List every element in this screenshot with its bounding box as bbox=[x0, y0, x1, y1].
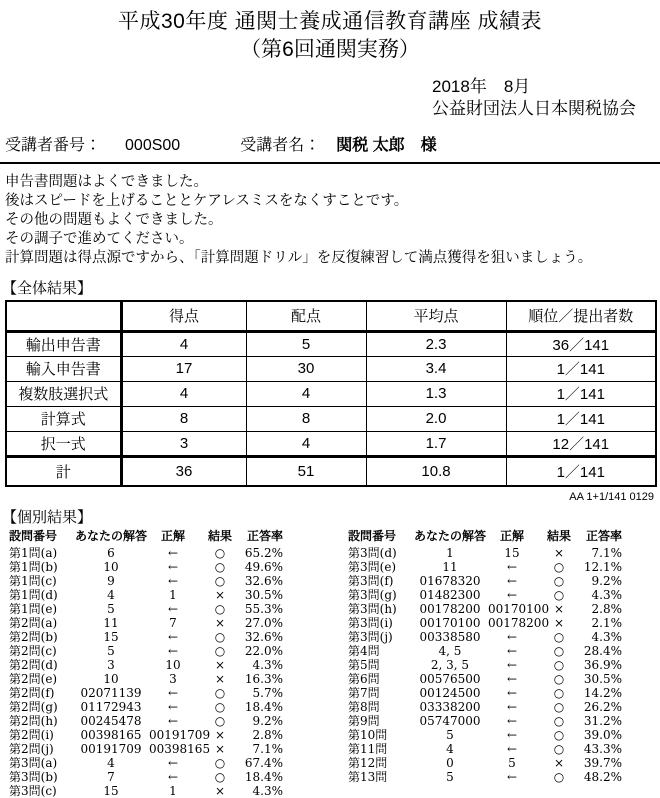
your-answer: 02071139 bbox=[80, 686, 142, 700]
overall-row-rank: 12／141 bbox=[506, 431, 656, 456]
your-answer: 7 bbox=[107, 770, 115, 784]
result-mark: ○ bbox=[553, 686, 565, 700]
your-answer: 4 bbox=[446, 742, 454, 756]
correct-rate: 49.6% bbox=[244, 560, 283, 574]
individual-result-row bbox=[345, 673, 622, 687]
overall-table-row bbox=[6, 331, 656, 356]
your-answer: 5 bbox=[446, 770, 454, 784]
your-answer: 5 bbox=[107, 602, 115, 616]
question-number: 第3問(e) bbox=[348, 560, 397, 574]
correct-rate: 32.6% bbox=[244, 630, 283, 644]
overall-total-row bbox=[6, 456, 656, 486]
correct-rate: 2.8% bbox=[252, 728, 283, 742]
result-mark: × bbox=[214, 728, 226, 742]
question-number: 第2問(g) bbox=[9, 700, 58, 714]
your-answer: 5 bbox=[446, 728, 454, 742]
your-answer: 00398165 bbox=[80, 728, 142, 742]
result-mark: ○ bbox=[553, 588, 565, 602]
your-answer: 00338580 bbox=[419, 630, 481, 644]
correct-answer: ← bbox=[506, 728, 518, 742]
individual-result-row bbox=[345, 701, 622, 715]
result-mark: ○ bbox=[214, 546, 226, 560]
your-answer: 6 bbox=[107, 546, 115, 560]
individual-result-row bbox=[6, 757, 283, 771]
col-correct-rate: 正答率 bbox=[585, 529, 622, 543]
your-answer: 2, 3, 5 bbox=[430, 658, 470, 672]
correct-rate: 26.2% bbox=[583, 700, 622, 714]
overall-row-average: 1.7 bbox=[366, 431, 506, 456]
result-mark: ○ bbox=[214, 686, 226, 700]
correct-answer: ← bbox=[506, 658, 518, 672]
correct-rate: 4.3% bbox=[591, 588, 622, 602]
result-mark: × bbox=[553, 546, 565, 560]
correct-answer: ← bbox=[167, 602, 179, 616]
result-mark: × bbox=[214, 616, 226, 630]
overall-row-rank: 1／141 bbox=[506, 356, 656, 381]
correct-answer: ← bbox=[167, 546, 179, 560]
question-number: 第7問 bbox=[348, 686, 380, 700]
correct-rate: 22.0% bbox=[244, 644, 283, 658]
page-title: 平成30年度 通関士養成通信教育講座 成績表 bbox=[117, 10, 543, 33]
individual-header-row bbox=[6, 529, 283, 545]
result-mark: ○ bbox=[214, 630, 226, 644]
result-mark: ○ bbox=[214, 574, 226, 588]
question-number: 第3問(f) bbox=[348, 574, 394, 588]
col-correct-rate: 正答率 bbox=[246, 529, 283, 543]
overall-row-score: 8 bbox=[121, 406, 246, 431]
question-number: 第1問(a) bbox=[9, 546, 58, 560]
correct-rate: 12.1% bbox=[583, 560, 622, 574]
col-result: 結果 bbox=[207, 529, 232, 543]
comment-line: 計算問題は得点源ですから、「計算問題ドリル」を反復練習して満点獲得を狙いましょう。 bbox=[5, 250, 593, 266]
correct-answer: ← bbox=[167, 756, 179, 770]
your-answer: 4 bbox=[107, 588, 115, 602]
question-number: 第3問(b) bbox=[9, 770, 58, 784]
result-mark: ○ bbox=[214, 560, 226, 574]
correct-answer: ← bbox=[506, 560, 518, 574]
question-number: 第1問(e) bbox=[9, 602, 58, 616]
overall-row-allocation: 4 bbox=[246, 431, 366, 456]
your-answer: 01678320 bbox=[419, 574, 481, 588]
result-mark: × bbox=[214, 784, 226, 798]
overall-row-score: 4 bbox=[121, 331, 246, 356]
correct-rate: 7.1% bbox=[252, 742, 283, 756]
your-answer: 15 bbox=[103, 630, 119, 644]
individual-result-row bbox=[345, 715, 622, 729]
correct-rate: 27.0% bbox=[244, 616, 283, 630]
individual-result-row bbox=[6, 743, 283, 757]
your-answer: 00124500 bbox=[419, 686, 481, 700]
col-your-answer: あなたの解答 bbox=[413, 529, 486, 543]
your-answer: 00170100 bbox=[419, 616, 481, 630]
question-number: 第12問 bbox=[348, 756, 388, 770]
overall-results-title: 【全体結果】 bbox=[2, 280, 93, 297]
question-number: 第3問(g) bbox=[348, 588, 397, 602]
correct-rate: 4.3% bbox=[252, 658, 283, 672]
individual-result-row bbox=[6, 561, 283, 575]
correct-rate: 31.2% bbox=[583, 714, 622, 728]
individual-result-row bbox=[345, 561, 622, 575]
your-answer: 3 bbox=[107, 658, 115, 672]
correct-answer: 00398165 bbox=[149, 742, 211, 756]
overall-table-row bbox=[6, 381, 656, 406]
result-mark: ○ bbox=[553, 644, 565, 658]
individual-result-row bbox=[345, 729, 622, 743]
question-number: 第1問(c) bbox=[9, 574, 57, 588]
overall-row-rank: 36／141 bbox=[506, 331, 656, 356]
individual-result-row bbox=[6, 729, 283, 743]
correct-answer: ← bbox=[506, 700, 518, 714]
result-mark: ○ bbox=[214, 700, 226, 714]
individual-result-row bbox=[6, 603, 283, 617]
individual-result-row bbox=[6, 687, 283, 701]
correct-answer: ← bbox=[506, 630, 518, 644]
correct-rate: 18.4% bbox=[244, 700, 283, 714]
result-mark: × bbox=[214, 588, 226, 602]
result-mark: ○ bbox=[214, 644, 226, 658]
your-answer: 03338200 bbox=[419, 700, 481, 714]
overall-row-score: 4 bbox=[121, 381, 246, 406]
overall-header-blank bbox=[6, 301, 121, 331]
individual-result-row bbox=[6, 617, 283, 631]
individual-result-row bbox=[6, 631, 283, 645]
individual-result-row bbox=[6, 659, 283, 673]
result-mark: ○ bbox=[553, 742, 565, 756]
individual-result-row bbox=[6, 547, 283, 561]
correct-rate: 9.2% bbox=[252, 714, 283, 728]
overall-header-allocation: 配点 bbox=[246, 301, 366, 331]
correct-answer: 1 bbox=[169, 588, 177, 602]
comment-line: 後はスピードを上げることとケアレスミスをなくすことです。 bbox=[5, 193, 409, 209]
col-your-answer: あなたの解答 bbox=[74, 529, 147, 543]
overall-row-allocation: 30 bbox=[246, 356, 366, 381]
result-mark: ○ bbox=[553, 700, 565, 714]
correct-rate: 55.3% bbox=[244, 602, 283, 616]
individual-result-row bbox=[6, 645, 283, 659]
question-number: 第2問(d) bbox=[9, 658, 58, 672]
question-number: 第6問 bbox=[348, 672, 380, 686]
individual-result-row bbox=[6, 673, 283, 687]
question-number: 第3問(i) bbox=[348, 616, 393, 630]
col-question-number: 設問番号 bbox=[348, 529, 397, 543]
individual-result-row bbox=[345, 659, 622, 673]
question-number: 第4問 bbox=[348, 644, 380, 658]
correct-rate: 67.4% bbox=[244, 756, 283, 770]
correct-answer: ← bbox=[506, 770, 518, 784]
individual-result-row bbox=[345, 603, 622, 617]
overall-table-row bbox=[6, 431, 656, 456]
correct-rate: 30.5% bbox=[244, 588, 283, 602]
your-answer: 05747000 bbox=[419, 714, 481, 728]
question-number: 第13問 bbox=[348, 770, 388, 784]
overall-row-allocation: 5 bbox=[246, 331, 366, 356]
result-mark: ○ bbox=[553, 574, 565, 588]
correct-answer: ← bbox=[167, 560, 179, 574]
question-number: 第10問 bbox=[348, 728, 388, 742]
correct-answer: ← bbox=[506, 686, 518, 700]
correct-rate: 7.1% bbox=[591, 546, 622, 560]
overall-header-score: 得点 bbox=[121, 301, 246, 331]
question-number: 第2問(e) bbox=[9, 672, 58, 686]
overall-row-score: 17 bbox=[121, 356, 246, 381]
overall-row-label: 輸出申告書 bbox=[6, 331, 121, 356]
correct-answer: ← bbox=[506, 742, 518, 756]
overall-table-row bbox=[6, 356, 656, 381]
individual-results bbox=[6, 529, 660, 798]
question-number: 第2問(c) bbox=[9, 644, 57, 658]
correct-rate: 4.3% bbox=[252, 784, 283, 798]
individual-result-row bbox=[6, 575, 283, 589]
individual-results-title: 【個別結果】 bbox=[2, 509, 93, 526]
result-mark: ○ bbox=[214, 714, 226, 728]
individual-result-row bbox=[345, 631, 622, 645]
correct-rate: 32.6% bbox=[244, 574, 283, 588]
overall-row-label: 択一式 bbox=[6, 431, 121, 456]
correct-answer: ← bbox=[167, 770, 179, 784]
issuer-block bbox=[432, 76, 660, 120]
comment-line: その他の問題もよくできました。 bbox=[5, 212, 223, 228]
individual-result-row bbox=[6, 715, 283, 729]
correct-rate: 48.2% bbox=[583, 770, 622, 784]
question-number: 第2問(i) bbox=[9, 728, 54, 742]
your-answer: 01482300 bbox=[419, 588, 481, 602]
your-answer: 10 bbox=[103, 560, 119, 574]
overall-header-average: 平均点 bbox=[366, 301, 506, 331]
individual-result-row bbox=[6, 589, 283, 603]
individual-results-left-column bbox=[6, 529, 283, 798]
question-number: 第2問(j) bbox=[9, 742, 54, 756]
comments-block bbox=[5, 173, 660, 268]
question-number: 第9問 bbox=[348, 714, 380, 728]
result-mark: × bbox=[553, 756, 565, 770]
question-number: 第5問 bbox=[348, 658, 380, 672]
overall-row-average: 2.0 bbox=[366, 406, 506, 431]
correct-answer: 15 bbox=[504, 546, 520, 560]
comment-line: 申告書問題はよくできました。 bbox=[5, 174, 208, 190]
correct-answer: 10 bbox=[165, 658, 181, 672]
correct-answer: ← bbox=[506, 644, 518, 658]
question-number: 第3問(a) bbox=[9, 756, 58, 770]
your-answer: 11 bbox=[103, 616, 119, 630]
your-answer: 00576500 bbox=[419, 672, 481, 686]
question-number: 第3問(d) bbox=[348, 546, 397, 560]
correct-rate: 14.2% bbox=[583, 686, 622, 700]
correct-answer: ← bbox=[506, 588, 518, 602]
question-number: 第2問(f) bbox=[9, 686, 55, 700]
result-mark: ○ bbox=[553, 560, 565, 574]
question-number: 第3問(c) bbox=[9, 784, 57, 798]
individual-result-row bbox=[345, 645, 622, 659]
overall-row-rank: 1／141 bbox=[506, 381, 656, 406]
result-mark: ○ bbox=[553, 714, 565, 728]
result-mark: ○ bbox=[214, 770, 226, 784]
your-answer: 1 bbox=[446, 546, 454, 560]
result-mark: ○ bbox=[553, 658, 565, 672]
overall-table-row bbox=[6, 406, 656, 431]
question-number: 第8問 bbox=[348, 700, 380, 714]
individual-left-rows bbox=[6, 547, 283, 798]
correct-answer: ← bbox=[167, 714, 179, 728]
result-mark: ○ bbox=[553, 672, 565, 686]
col-correct-answer: 正解 bbox=[499, 529, 524, 543]
question-number: 第2問(b) bbox=[9, 630, 58, 644]
individual-result-row bbox=[6, 701, 283, 715]
correct-rate: 18.4% bbox=[244, 770, 283, 784]
overall-header-row bbox=[6, 301, 656, 331]
correct-answer: ← bbox=[167, 644, 179, 658]
individual-result-row bbox=[345, 743, 622, 757]
your-answer: 15 bbox=[103, 784, 119, 798]
student-number-value: 000S00 bbox=[125, 137, 181, 154]
overall-total-label: 計 bbox=[6, 456, 121, 486]
correct-rate: 39.7% bbox=[583, 756, 622, 770]
col-question-number: 設問番号 bbox=[9, 529, 58, 543]
overall-total-average: 10.8 bbox=[366, 456, 506, 486]
overall-total-allocation: 51 bbox=[246, 456, 366, 486]
student-info-row bbox=[0, 132, 660, 164]
overall-row-average: 1.3 bbox=[366, 381, 506, 406]
overall-row-label: 計算式 bbox=[6, 406, 121, 431]
issue-date: 2018年 8月 bbox=[432, 77, 531, 96]
individual-result-row bbox=[345, 771, 622, 785]
overall-total-score: 36 bbox=[121, 456, 246, 486]
your-answer: 00178200 bbox=[419, 602, 481, 616]
correct-answer: ← bbox=[506, 574, 518, 588]
question-number: 第2問(h) bbox=[9, 714, 58, 728]
individual-result-row bbox=[345, 547, 622, 561]
question-number: 第3問(j) bbox=[348, 630, 393, 644]
individual-result-row bbox=[6, 785, 283, 798]
question-number: 第1問(d) bbox=[9, 588, 58, 602]
result-mark: × bbox=[214, 658, 226, 672]
correct-answer: 3 bbox=[169, 672, 177, 686]
correct-answer: ← bbox=[506, 672, 518, 686]
correct-rate: 39.0% bbox=[583, 728, 622, 742]
correct-rate: 16.3% bbox=[244, 672, 283, 686]
individual-results-right-column bbox=[345, 529, 622, 798]
result-mark: × bbox=[214, 672, 226, 686]
correct-answer: ← bbox=[167, 686, 179, 700]
correct-answer: 5 bbox=[508, 756, 516, 770]
correct-answer: 1 bbox=[169, 784, 177, 798]
your-answer: 9 bbox=[107, 574, 115, 588]
student-number-label: 受講者番号： bbox=[5, 137, 102, 154]
individual-result-row bbox=[345, 617, 622, 631]
correct-answer: ← bbox=[167, 700, 179, 714]
overall-results-table bbox=[5, 300, 657, 487]
correct-answer: 00170100 bbox=[488, 602, 550, 616]
correct-answer: 7 bbox=[169, 616, 177, 630]
correct-answer: 00178200 bbox=[488, 616, 550, 630]
your-answer: 4, 5 bbox=[438, 644, 462, 658]
correct-answer: ← bbox=[167, 574, 179, 588]
result-mark: ○ bbox=[553, 728, 565, 742]
overall-row-allocation: 4 bbox=[246, 381, 366, 406]
overall-row-rank: 1／141 bbox=[506, 406, 656, 431]
question-number: 第2問(a) bbox=[9, 616, 58, 630]
student-name-value: 関税 太郎 様 bbox=[336, 137, 437, 154]
individual-result-row bbox=[345, 757, 622, 771]
individual-result-row bbox=[345, 575, 622, 589]
correct-answer: ← bbox=[506, 714, 518, 728]
your-answer: 11 bbox=[442, 560, 458, 574]
correct-rate: 2.1% bbox=[591, 616, 622, 630]
overall-row-average: 3.4 bbox=[366, 356, 506, 381]
issuer-organization: 公益財団法人日本関税協会 bbox=[432, 99, 636, 118]
print-code: AA 1+1/141 0129 bbox=[569, 491, 654, 503]
page-subtitle: （第6回通関実務） bbox=[240, 38, 420, 61]
result-mark: × bbox=[214, 742, 226, 756]
correct-rate: 9.2% bbox=[591, 574, 622, 588]
col-result: 結果 bbox=[546, 529, 571, 543]
individual-header-row bbox=[345, 529, 622, 545]
comment-line: その調子で進めてください。 bbox=[5, 231, 194, 247]
result-mark: × bbox=[553, 616, 565, 630]
your-answer: 4 bbox=[107, 756, 115, 770]
correct-rate: 30.5% bbox=[583, 672, 622, 686]
correct-rate: 36.9% bbox=[583, 658, 622, 672]
individual-right-rows bbox=[345, 547, 622, 785]
col-correct-answer: 正解 bbox=[160, 529, 185, 543]
your-answer: 5 bbox=[107, 644, 115, 658]
overall-row-label: 輸入申告書 bbox=[6, 356, 121, 381]
overall-row-label: 複数肢選択式 bbox=[6, 381, 121, 406]
your-answer: 01172943 bbox=[80, 700, 142, 714]
correct-answer: ← bbox=[167, 630, 179, 644]
individual-result-row bbox=[345, 589, 622, 603]
question-number: 第3問(h) bbox=[348, 602, 397, 616]
result-mark: ○ bbox=[553, 630, 565, 644]
correct-rate: 43.3% bbox=[583, 742, 622, 756]
question-number: 第1問(b) bbox=[9, 560, 58, 574]
correct-rate: 28.4% bbox=[583, 644, 622, 658]
result-mark: ○ bbox=[214, 756, 226, 770]
individual-result-row bbox=[345, 687, 622, 701]
correct-rate: 65.2% bbox=[244, 546, 283, 560]
overall-total-rank: 1／141 bbox=[506, 456, 656, 486]
individual-result-row bbox=[6, 771, 283, 785]
correct-rate: 4.3% bbox=[591, 630, 622, 644]
result-mark: ○ bbox=[214, 602, 226, 616]
your-answer: 00191709 bbox=[80, 742, 142, 756]
result-mark: ○ bbox=[553, 770, 565, 784]
correct-answer: 00191709 bbox=[149, 728, 211, 742]
question-number: 第11問 bbox=[348, 742, 388, 756]
your-answer: 0 bbox=[446, 756, 454, 770]
overall-row-allocation: 8 bbox=[246, 406, 366, 431]
overall-header-rank: 順位／提出者数 bbox=[506, 301, 656, 331]
your-answer: 00245478 bbox=[80, 714, 142, 728]
student-name-label: 受講者名： bbox=[240, 137, 321, 154]
correct-rate: 2.8% bbox=[591, 602, 622, 616]
overall-row-average: 2.3 bbox=[366, 331, 506, 356]
your-answer: 10 bbox=[103, 672, 119, 686]
overall-row-score: 3 bbox=[121, 431, 246, 456]
correct-rate: 5.7% bbox=[252, 686, 283, 700]
result-mark: × bbox=[553, 602, 565, 616]
